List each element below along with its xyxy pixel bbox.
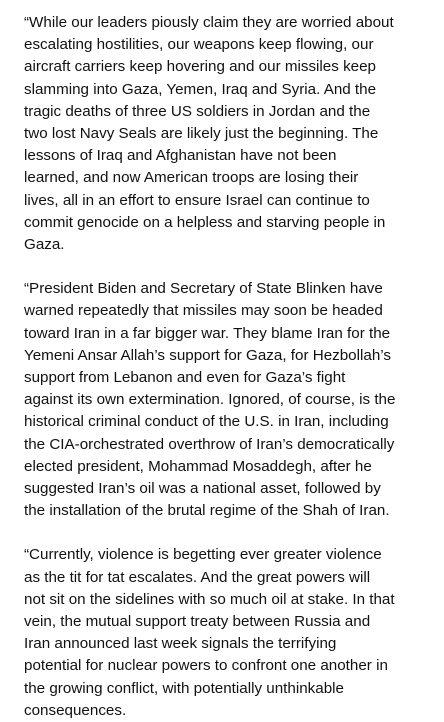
paragraph-3: “Currently, violence is begetting ever greater violence as the tit for tat escalates. And the great powers will not sit on the sidelines with so much oil at stake. In that vein, the mutual support treaty between Russia and Iran announced last week signals the terrifying potential for nuclear powers to confront one another in the growing conflict, with potentially unthinkable consequences. bbox=[24, 546, 395, 719]
paragraph-1: “While our leaders piously claim they are worried about escalating hostilities, our weapons keep flowing, our aircraft carriers keep hovering and our missiles keep slamming into Gaza, Yemen, Iraq and Syria. And the tragic deaths of three US soldiers in Jordan and the two lost Navy Seals are likely just the beginning. The lessons of Iraq and Afghanistan have not been learned, and now American troops are losing their lives, all in an effort to ensure Israel can continue to commit genocide on a helpless and starving people in Gaza. bbox=[24, 14, 394, 254]
paragraph-2: “President Biden and Secretary of State Blinken have warned repeatedly that missiles may soon be headed toward Iran in a far bigger war. They blame Iran for the Yemeni Ansar Allah’s support for Gaza, for Hezbollah’s support from Lebanon and even for Gaza’s fight against its own extermination. Ignored, of course, is the historical criminal conduct of the U.S. in Iran, including the CIA-orchestrated overthrow of Iran’s democratically elected president, Mohammad Mosaddegh, after he suggested Iran’s oil was a national asset, followed by the installation of the brutal regime of the Shah of Iran. bbox=[24, 280, 396, 520]
